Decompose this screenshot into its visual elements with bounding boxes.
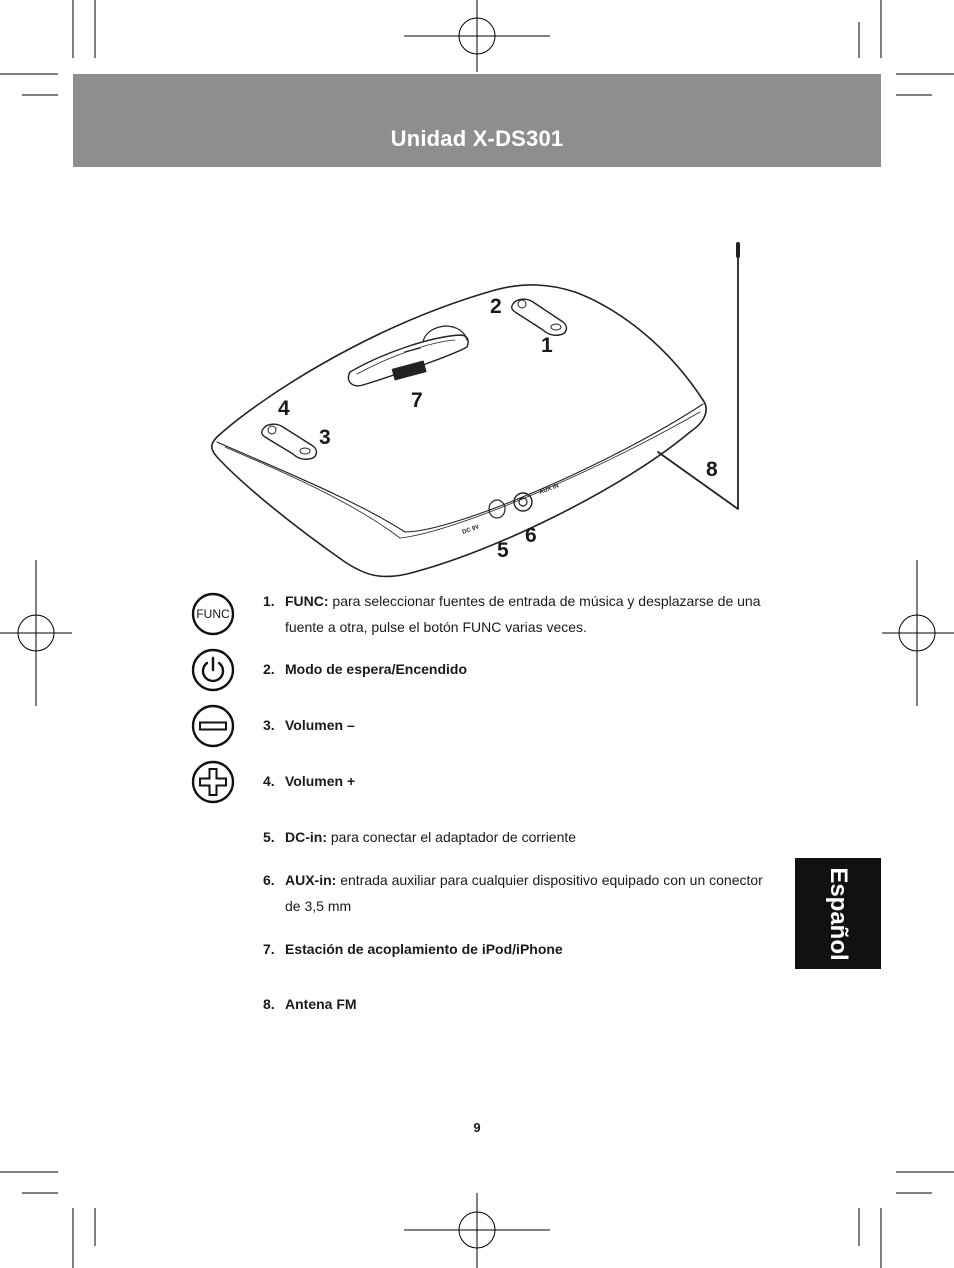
list-item-dc-in [263,824,763,850]
callout-2: 2 [490,295,502,318]
list-item-volume-down [263,712,763,738]
volume-button-pair [262,424,317,459]
item-number: 3. [263,717,275,733]
page-number: 9 [473,1120,481,1135]
item-number: 1. [263,593,275,609]
item-label: DC-in: [285,829,327,845]
item-text: entrada auxiliar para cualquier dispositivo equipado con un conector de 3,5 mm [285,872,763,914]
dock-well [348,335,468,386]
item-label: FUNC: [285,593,329,609]
aux-in-label: AUX IN [538,483,560,496]
callout-1: 1 [541,334,553,357]
device-body [212,285,706,577]
item-number: 5. [263,829,275,845]
header-band [73,74,881,167]
item-text: para conectar el adaptador de corriente [327,829,577,845]
func-button-icon [191,592,235,636]
language-tab-label: Español [825,866,852,961]
func-icon-text: FUNC [196,607,230,621]
dock-connector [392,361,426,380]
plus-icon [191,760,235,804]
item-label: Antena FM [285,996,357,1012]
callout-4: 4 [278,397,290,420]
list-item-dock [263,936,763,962]
minus-icon [191,704,235,748]
item-label: Estación de acoplamiento de iPod/iPhone [285,941,563,957]
list-item-volume-up [263,768,763,794]
item-text: para seleccionar fuentes de entrada de música y desplazarse de una fuente a otra, pulse el botón FUNC varias veces. [285,593,761,635]
item-number: 2. [263,661,275,677]
callout-5: 5 [497,539,509,562]
power-icon [191,648,235,692]
item-number: 7. [263,941,275,957]
item-label: Volumen – [285,717,355,733]
page-title: Unidad X-DS301 [390,126,564,151]
aux-in-jack [514,493,532,511]
callout-7: 7 [411,389,423,412]
item-label: AUX-in: [285,872,337,888]
callout-6: 6 [525,524,537,547]
item-label: Modo de espera/Encendido [285,661,468,677]
list-item-func [263,588,763,640]
item-number: 8. [263,996,275,1012]
fm-antenna [658,252,738,509]
callout-8: 8 [706,458,718,481]
item-label: Volumen + [285,773,356,789]
list-item-power [263,656,763,682]
callout-3: 3 [319,426,331,449]
language-tab [795,858,881,969]
item-number: 4. [263,773,275,789]
list-item-fm-antenna [263,991,763,1017]
dc-in-label: DC 9V [461,524,481,536]
list-item-aux-in [263,867,763,919]
item-number: 6. [263,872,275,888]
